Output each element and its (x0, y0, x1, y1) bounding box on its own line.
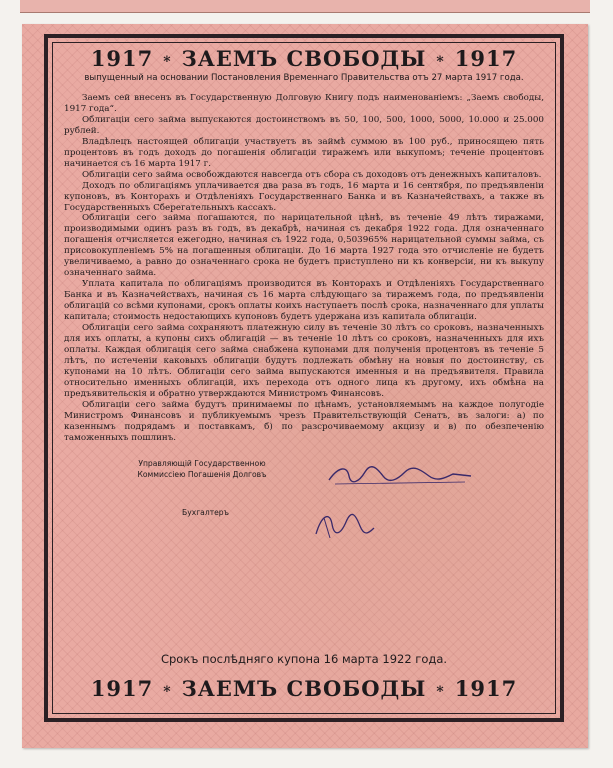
loan-title: ЗАЕМЪ СВОБОДЫ (181, 676, 427, 701)
header-title (60, 46, 548, 71)
manager-line-2: Коммиссіею Погашенія Долговъ (137, 469, 267, 479)
manager-line-1: Управляющій Государственною (138, 458, 266, 468)
paragraph: Облигаціи сего займа погашаются, по нарицательной цѣнѣ, въ теченіе 49 лѣтъ тиражами, производимыми одинъ разъ въ годъ, въ декабрѣ, начиная съ декабря 1922 года. Для означеннаго погашенія отчисляется ежегодно, начиная съ 1922 года, 0,503965% нарицательной суммы займа, съ присовокупленіемъ 5% на погашенныя облигаціи. До 16 марта 1927 года это отчисленіе не будетъ увеличиваемо, а равно до означеннаго срока не будетъ приступлено ни къ конверсіи, ни къ выкупу означеннаго займа. (64, 213, 544, 279)
year-right: 1917 (454, 46, 518, 71)
star-ornament: * (163, 54, 172, 70)
terms-text (60, 93, 548, 444)
bond-content (60, 46, 548, 710)
year-left: 1917 (90, 676, 154, 701)
paragraph: Владѣлецъ настоящей облигаціи участвуетъ въ займѣ суммою въ 100 руб., приносящею пять процентовъ въ годъ доходъ до погашенія облигаціи тиражемъ или выкупомъ; теченіе процентовъ начинается съ 16 марта 1917 г. (64, 136, 544, 169)
year-right: 1917 (454, 676, 518, 701)
manager-title (102, 458, 302, 480)
paragraph: Заемъ сей внесенъ въ Государственную Долговую Книгу подъ наименованіемъ: „Заемъ свободы, 1917 года“. (64, 93, 544, 114)
subtitle: выпущенный на основании Постановления Временнаго Правительства отъ 27 марта 1917 года. (84, 73, 524, 83)
previous-sheet-strip (20, 0, 590, 13)
paragraph: Облигаціи сего займа выпускаются достоинствомъ въ 50, 100, 500, 1000, 5000, 10.000 и 25.000 рублей. (64, 114, 544, 136)
paragraph: Облигаціи сего займа сохраняютъ платежную силу въ теченіе 30 лѣтъ со сроковъ, назначенныхъ для ихъ оплаты, а купоны сихъ облигацій — въ теченіе 10 лѣтъ со сроковъ, назначенныхъ для ихъ оплаты. Каждая облигація сего займа снабжена купонами для полученія процентовъ въ теченіе 5 лѣтъ, по истеченіи каковыхъ облигаціи будутъ подлежать обмѣну на новыя по достоинству, съ купонами на 10 лѣтъ. Облигаціи сего займа выпускаются именныя и на предъявителя. Правила относительно именныхъ облигацій, ихъ перехода отъ одного лица къ другому, ихъ обмѣна на предъявительскія и обратно утверждаются Министромъ Финансовъ. (64, 323, 544, 399)
bookkeeper-signature (310, 508, 380, 542)
star-ornament: * (436, 684, 445, 700)
manager-signature (325, 462, 475, 488)
star-ornament: * (163, 684, 172, 700)
loan-title: ЗАЕМЪ СВОБОДЫ (181, 46, 427, 71)
signature-block (60, 458, 548, 550)
bookkeeper-label: Бухгалтеръ (182, 507, 229, 517)
star-ornament: * (436, 54, 445, 70)
paragraph: Облигаціи сего займа освобождаются навсегда отъ сбора съ доходовъ отъ денежныхъ капиталовъ. (82, 169, 542, 180)
year-left: 1917 (90, 46, 154, 71)
footer-title (60, 676, 548, 701)
paragraph: Доходъ по облигаціямъ уплачивается два раза въ годъ, 16 марта и 16 сентября, по предъявленіи купоновъ, въ Конторахъ и Отдѣленіяхъ Государственнаго Банка и въ Казначействахъ, а также въ Государственныхъ Сберегательныхъ кассахъ. (64, 180, 544, 213)
paragraph: Уплата капитала по облигаціямъ производится въ Конторахъ и Отдѣленіяхъ Государственнаго Банка и въ Казначействахъ, начиная съ 16 марта слѣдующаго за тиражемъ года, по предъявленіи облигацій со всѣми купонами, срокъ оплаты коихъ наступаетъ послѣ срока, назначеннаго для уплаты капитала; стоимость недостающихъ купоновъ будетъ удержана изъ капитала облигаціи. (64, 279, 544, 323)
paragraph: Облигаціи сего займа будутъ принимаемы по цѣнамъ, установляемымъ на каждое полугодіе Министромъ Финансовъ и публикуемымъ чрезъ Правительствующій Сенатъ, въ залоги: а) по казеннымъ подрядамъ и поставкамъ, б) по разсрочиваемому акцизу и в) по обезпеченію таможенныхъ пошлинъ. (64, 399, 544, 443)
last-coupon-date: Срокъ послѣдняго купона 16 марта 1922 года. (160, 652, 448, 666)
